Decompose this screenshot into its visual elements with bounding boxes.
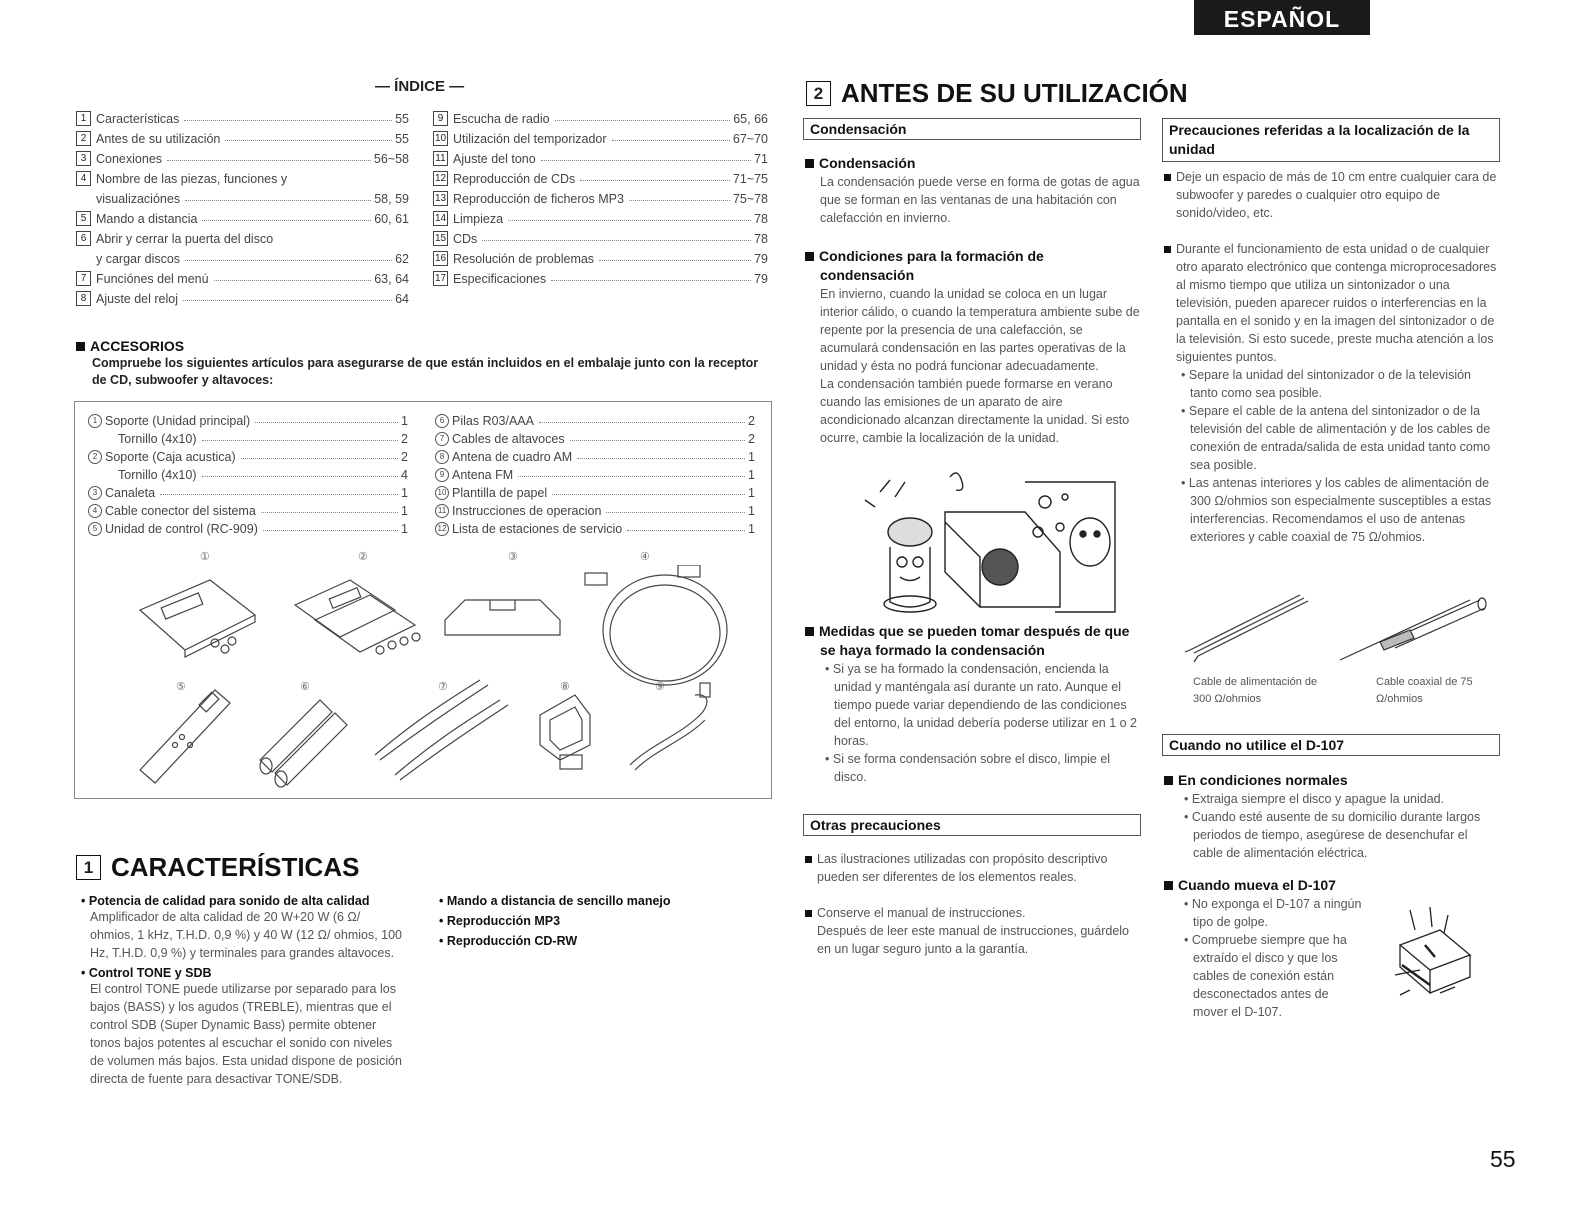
language-tab: ESPAÑOL (1194, 0, 1370, 35)
accessory-item (88, 482, 408, 500)
mueva-subhead: Cuando mueva el D-107 (1164, 876, 1499, 895)
toc-number-box: 13 (434, 193, 447, 204)
accessory-item (435, 482, 755, 500)
accessory-qty: 1 (748, 486, 755, 500)
toc-number-box: 7 (76, 271, 91, 286)
accessory-label: Cable conector del sistema (105, 504, 256, 518)
formacion-subhead: Condiciones para la formación de condensación (805, 247, 1140, 285)
square-bullet-icon (805, 252, 814, 261)
stand-speaker-icon (295, 580, 420, 654)
accessory-label: Canaleta (105, 486, 156, 500)
square-bullet-icon (805, 856, 812, 863)
accessory-label: Cables de altavoces (452, 432, 565, 446)
illustration-label-2: ② (358, 551, 368, 563)
leader-dots (541, 160, 751, 161)
formacion-body: En invierno, cuando la unidad se coloca en un lugar interior cálido, o cuando la temperatura ambiente sube de repente por la presencia de una calefacción, se acumulará condensación en las partes operativas de la unidad y ésta no podrá funcionar adecuadamente. (820, 287, 1140, 373)
toc-left-column (76, 106, 409, 306)
leader-dots (202, 476, 399, 477)
precauciones-box: Precauciones referidas a la localización de la unidad (1162, 118, 1500, 162)
accessory-label: Unidad de control (RC-909) (105, 522, 258, 536)
illustration-label-9: ⑨ (655, 681, 665, 693)
toc-label: Ajuste del tono (453, 152, 536, 166)
item-number-circle: 7 (435, 432, 449, 446)
leader-dots (629, 200, 730, 201)
accessory-qty: 1 (748, 468, 755, 482)
toc-page: 65, 66 (733, 112, 768, 126)
square-bullet-icon (1164, 881, 1173, 890)
medidas-bullet: • Si ya se ha formado la condensación, encienda la unidad y manténgala así durante un rato. Aunque el tiempo puede variar dependiendo de las condiciones del entorno, la unidad debería poderse utilizar en 1 o 2 horas. (820, 660, 1145, 750)
leader-dots (518, 476, 745, 477)
leader-dots (167, 160, 371, 161)
toc-label: Escucha de radio (453, 112, 550, 126)
toc-label: Características (96, 112, 180, 126)
item-number-circle: 12 (435, 522, 449, 536)
normales-subhead: En condiciones normales (1164, 771, 1499, 790)
condensacion-box: Condensación (803, 118, 1141, 140)
toc-label: Utilización del temporizador (453, 132, 607, 146)
accesorios-right-list (435, 410, 755, 536)
accessory-qty: 2 (748, 414, 755, 428)
feature-body: El control TONE puede utilizarse por separado para los bajos (BASS) y los agudos (TREBLE), mientras que el control SDB (Super Dynamic Bass) permite obtener tonos bajos potentes al escuchar el sonido con niveles de volumen más bajos. Esta unidad dispone de posición directa de fuente para desactivar TONE/SDB. (90, 982, 403, 1086)
section-number-box: 2 (806, 81, 831, 106)
toc-entry[interactable] (76, 106, 409, 126)
leader-dots (225, 140, 392, 141)
no-utilice-box: Cuando no utilice el D-107 (1162, 734, 1500, 756)
leader-dots (263, 530, 398, 531)
toc-label: Ajuste del reloj (96, 292, 178, 306)
accessory-qty: 1 (401, 486, 408, 500)
leader-dots (599, 260, 751, 261)
square-bullet-icon (1164, 776, 1173, 785)
toc-entry[interactable] (76, 186, 409, 206)
condensation-illustration (850, 472, 1120, 622)
toc-title: — ÍNDICE — (375, 78, 465, 95)
leader-dots (241, 458, 398, 459)
toc-page: 67~70 (732, 132, 768, 146)
leader-dots (612, 140, 730, 141)
feature-title: • Reproducción MP3 (434, 914, 734, 928)
toc-number-box: 4 (76, 171, 91, 186)
toc-number-box: 6 (76, 231, 91, 246)
leader-dots (202, 440, 399, 441)
leader-dots (577, 458, 745, 459)
antes-heading: 2 ANTES DE SU UTILIZACIÓN (806, 78, 1188, 109)
accessory-item (435, 410, 755, 428)
toc-page: 78 (754, 212, 768, 226)
no-utilice-bullet: • Compruebe siempre que ha extraído el disco y que los cables de conexión están desconectados antes de mover el D-107. (1179, 931, 1363, 1021)
no-utilice-bullet: • Cuando esté ausente de su domicilio durante largos periodos de tiempo, asegúrese de desenchufar el cable de alimentación eléctrica. (1179, 808, 1499, 862)
toc-entry[interactable] (433, 226, 768, 246)
toc-page: 71 (754, 152, 768, 166)
toc-right-column (433, 106, 768, 286)
precaucion-item: Durante el funcionamiento de esta unidad o de cualquier otro aparato electrónico que contenga microprocesadores al mismo tiempo que utiliza un sintonizador o una televisión, pueden aparecer ruidos o interferencias en la pantalla en el sonido y en la imagen del sintonizador o de la televisión. Si esto sucede, preste mucha atención a los siguientes puntos. (1164, 240, 1499, 366)
toc-page: 60, 61 (374, 212, 409, 226)
toc-entry[interactable] (76, 206, 409, 226)
precaucion-bullet: • Separe el cable de la antena del sintonizador o de la televisión del cable de alimentación y de los cables de conexión de entrada/salida de esta unidad tanto como sea posible. (1176, 402, 1499, 474)
system-cable-icon (585, 565, 727, 685)
toc-label: Nombre de las piezas, funciones y (96, 172, 288, 186)
illustration-label-7: ⑦ (438, 681, 448, 693)
cable-300-caption: Cable de alimentación de 300 Ω/ohmios (1193, 676, 1318, 705)
item-number-circle: 9 (435, 468, 449, 482)
leader-dots (539, 422, 745, 423)
leader-dots (555, 120, 731, 121)
toc-entry[interactable] (76, 166, 409, 186)
condensacion-body: La condensación puede verse en forma de gotas de agua que se forman en las ventanas de una habitación con calefacción en invierno. (820, 175, 1140, 225)
caracteristicas-heading: 1 CARACTERÍSTICAS (76, 852, 359, 883)
features-left (76, 894, 406, 1088)
precauciones-section (1164, 168, 1499, 546)
cables-illustration (1180, 590, 1490, 670)
accessory-item (88, 518, 408, 536)
toc-entry[interactable] (76, 286, 409, 306)
accessory-label: Tornillo (4x10) (118, 432, 197, 446)
toc-label: CDs (453, 232, 478, 246)
toc-label: Reproducción de ficheros MP3 (453, 192, 624, 206)
illustration-label-8: ⑧ (560, 681, 570, 693)
accessory-label: Pilas R03/AAA (452, 414, 534, 428)
no-shock-illustration (1380, 905, 1490, 1000)
toc-label: y cargar discos (96, 252, 181, 266)
accesorios-intro: Compruebe los siguientes artículos para asegurarse de que están incluidos en el embalaje junto con la receptor de CD, subwoofer y altavoces: (92, 356, 759, 387)
toc-entry[interactable] (433, 246, 768, 266)
toc-number-box: 2 (76, 131, 91, 146)
toc-label: Resolución de problemas (453, 252, 595, 266)
toc-label: Antes de su utilización (96, 132, 221, 146)
condensacion-section (805, 154, 1140, 447)
otras-precauciones-box: Otras precauciones (803, 814, 1141, 836)
accessory-qty: 4 (401, 468, 408, 482)
battery-icon (260, 700, 347, 787)
toc-entry[interactable] (76, 146, 409, 166)
toc-entry[interactable] (433, 146, 768, 166)
accessory-item (88, 464, 408, 482)
toc-page: 56~58 (373, 152, 409, 166)
accessory-label: Lista de estaciones de servicio (452, 522, 623, 536)
condensacion-subhead: Condensación (805, 154, 1140, 173)
square-bullet-icon (1164, 246, 1171, 253)
leader-dots (570, 440, 745, 441)
item-number-circle: 10 (435, 486, 449, 500)
toc-entry[interactable] (433, 266, 768, 286)
toc-page: 75~78 (732, 192, 768, 206)
page-number: 55 (1490, 1146, 1516, 1172)
toc-entry[interactable] (433, 186, 768, 206)
item-number-circle: 8 (435, 450, 449, 464)
toc-page: 78 (754, 232, 768, 246)
toc-entry[interactable] (433, 126, 768, 146)
accessory-qty: 1 (748, 450, 755, 464)
precaucion-bullet: • Separe la unidad del sintonizador o de la televisión tanto como sea posible. (1176, 366, 1499, 402)
coaxial-cable-icon (1340, 598, 1486, 660)
feature-title: • Reproducción CD-RW (434, 934, 734, 948)
medidas-subhead: Medidas que se pueden tomar después de que se haya formado la condensación (805, 622, 1145, 660)
toc-page: 63, 64 (374, 272, 409, 286)
item-number-circle: 2 (88, 450, 102, 464)
toc-page: 55 (395, 132, 409, 146)
leader-dots (552, 494, 745, 495)
toc-entry[interactable] (76, 246, 409, 266)
no-utilice-bullet: • No exponga el D-107 a ningún tipo de golpe. (1179, 895, 1363, 931)
accessory-label: Instrucciones de operacion (452, 504, 602, 518)
square-bullet-icon (76, 342, 85, 351)
accessory-qty: 1 (748, 504, 755, 518)
item-number-circle: 3 (88, 486, 102, 500)
toc-page: 71~75 (732, 172, 768, 186)
accessory-item (88, 410, 408, 428)
accessory-qty: 2 (748, 432, 755, 446)
leader-dots (184, 120, 392, 121)
accessory-label: Soporte (Unidad principal) (105, 414, 251, 428)
toc-label: Especificaciones (453, 272, 547, 286)
channel-icon (445, 600, 560, 635)
accessory-qty: 1 (401, 504, 408, 518)
accessory-qty: 2 (401, 450, 408, 464)
toc-label: Abrir y cerrar la puerta del disco (96, 232, 274, 246)
accessory-item (435, 446, 755, 464)
toc-number-box: 12 (434, 173, 447, 184)
heat-lines-icon (865, 480, 905, 507)
illustration-label-5: ⑤ (176, 681, 186, 693)
feeder-cable-icon (1185, 595, 1308, 662)
leader-dots (185, 260, 392, 261)
illustration-label-6: ⑥ (300, 681, 310, 693)
impact-lines-icon (1410, 907, 1448, 933)
toc-number-box: 8 (76, 291, 91, 306)
leader-dots (261, 512, 398, 513)
accessory-label: Antena FM (452, 468, 514, 482)
am-loop-antenna-icon (540, 695, 590, 769)
fm-antenna-icon (630, 683, 710, 770)
toc-label: visualizaciónes (96, 192, 181, 206)
feature-body: Amplificador de alta calidad de 20 W+20 W (6 Ω/ ohmios, 1 kHz, T.H.D. 0,9 %) y 40 W (12 Ω/ ohmios, 100 Hz, T.H.D. 0,9 %) y terminales para grandes altavoces. (90, 910, 403, 960)
toc-page: 64 (395, 292, 409, 306)
leader-dots (160, 494, 398, 495)
toc-entry[interactable] (433, 166, 768, 186)
leader-dots (627, 530, 745, 531)
precaucion-item: Deje un espacio de más de 10 cm entre cualquier cara de subwoofer y paredes o cualquier otro equipo de sonido/video, etc. (1164, 168, 1499, 222)
precaucion-bullet: • Las antenas interiores y los cables de alimentación de 300 Ω/ohmios son especialmente susceptibles a estas interferencias. Recomendamos el uso de antenas exteriores y cable coaxial de 75 Ω/ohmios. (1176, 474, 1499, 546)
speaker-cable-icon (375, 680, 508, 780)
otras-precauciones-section (805, 850, 1140, 958)
medidas-section (805, 622, 1145, 786)
accesorios-left-list (88, 410, 408, 536)
remote-control-icon (140, 690, 230, 783)
accessory-item (88, 428, 408, 446)
accessories-illustration (120, 565, 780, 795)
accessory-qty: 1 (401, 414, 408, 428)
leader-dots (482, 240, 751, 241)
accessory-item (435, 428, 755, 446)
leader-dots (185, 200, 371, 201)
features-right (434, 894, 734, 948)
leader-dots (606, 512, 745, 513)
toc-page: 62 (395, 252, 409, 266)
feature-title: • Potencia de calidad para sonido de alta calidad (76, 894, 406, 908)
illustration-label-1: ① (200, 551, 210, 563)
toc-entry[interactable] (76, 266, 409, 286)
leader-dots (214, 280, 372, 281)
accessory-item (435, 500, 755, 518)
accesorios-heading: ACCESORIOS (76, 338, 184, 354)
toc-number-box: 15 (434, 233, 447, 244)
feature-title: • Mando a distancia de sencillo manejo (434, 894, 734, 908)
toc-entry[interactable] (433, 206, 768, 226)
item-number-circle: 6 (435, 414, 449, 428)
accessory-qty: 1 (748, 522, 755, 536)
leader-dots (202, 220, 371, 221)
toc-number-box: 17 (434, 273, 447, 284)
toc-page: 55 (395, 112, 409, 126)
toc-number-box: 9 (433, 111, 448, 126)
toc-page: 58, 59 (374, 192, 409, 206)
accessory-item (435, 464, 755, 482)
toc-page: 79 (754, 252, 768, 266)
toc-entry[interactable] (76, 126, 409, 146)
leader-dots (551, 280, 751, 281)
toc-label: Funciónes del menú (96, 272, 209, 286)
toc-number-box: 3 (76, 151, 91, 166)
toc-label: Reproducción de CDs (453, 172, 576, 186)
toc-number-box: 16 (434, 253, 447, 264)
toc-page: 79 (754, 272, 768, 286)
item-number-circle: 4 (88, 504, 102, 518)
cable-75-caption: Cable coaxial de 75 Ω/ohmios (1376, 676, 1473, 705)
accessory-item (88, 446, 408, 464)
illustration-label-4: ④ (640, 551, 650, 563)
toc-entry[interactable] (76, 226, 409, 246)
toc-number-box: 5 (76, 211, 91, 226)
accessory-label: Plantilla de papel (452, 486, 548, 500)
toc-number-box: 14 (434, 213, 447, 224)
stand-main-unit-icon (140, 580, 255, 657)
feature-title: • Control TONE y SDB (76, 966, 406, 980)
accessory-qty: 1 (401, 522, 408, 536)
item-number-circle: 5 (88, 522, 102, 536)
otras-item-detail: Después de leer este manual de instrucciones, guárdelo en un lugar seguro junto a la garantía. (817, 924, 1129, 956)
leader-dots (255, 422, 398, 423)
otras-item: Las ilustraciones utilizadas con propósito descriptivo pueden ser diferentes de los elementos reales. (805, 850, 1140, 886)
accessory-label: Antena de cuadro AM (452, 450, 573, 464)
accessory-label: Tornillo (4x10) (118, 468, 197, 482)
accessory-label: Soporte (Caja acustica) (105, 450, 236, 464)
square-bullet-icon (805, 627, 814, 636)
no-utilice-bullet: • Extraiga siempre el disco y apague la unidad. (1179, 790, 1499, 808)
toc-label: Mando a distancia (96, 212, 198, 226)
leader-dots (508, 220, 751, 221)
accessory-item (435, 518, 755, 536)
accessory-qty: 2 (401, 432, 408, 446)
item-number-circle: 1 (88, 414, 102, 428)
leader-dots (580, 180, 730, 181)
toc-number-box: 11 (433, 151, 448, 166)
formacion-body-2: La condensación también puede formarse en verano cuando las emisiones de un aparato de aire acondicionado alcanzan directamente la unidad. Si esto ocurre, cambie la localización de la unidad. (820, 377, 1130, 445)
toc-number-box: 10 (434, 133, 447, 144)
toc-label: Conexiones (96, 152, 163, 166)
illustration-label-3: ③ (508, 551, 518, 563)
square-bullet-icon (805, 159, 814, 168)
square-bullet-icon (805, 910, 812, 917)
toc-entry[interactable] (433, 106, 768, 126)
item-number-circle: 11 (435, 504, 449, 518)
square-bullet-icon (1164, 174, 1171, 181)
leader-dots (183, 300, 392, 301)
toc-number-box: 1 (76, 111, 91, 126)
otras-item: Conserve el manual de instrucciones. (805, 904, 1140, 922)
toc-label: Limpieza (453, 212, 504, 226)
accessory-item (88, 500, 408, 518)
medidas-bullet: • Si se forma condensación sobre el disco, limpie el disco. (820, 750, 1145, 786)
section-number-box: 1 (76, 855, 101, 880)
